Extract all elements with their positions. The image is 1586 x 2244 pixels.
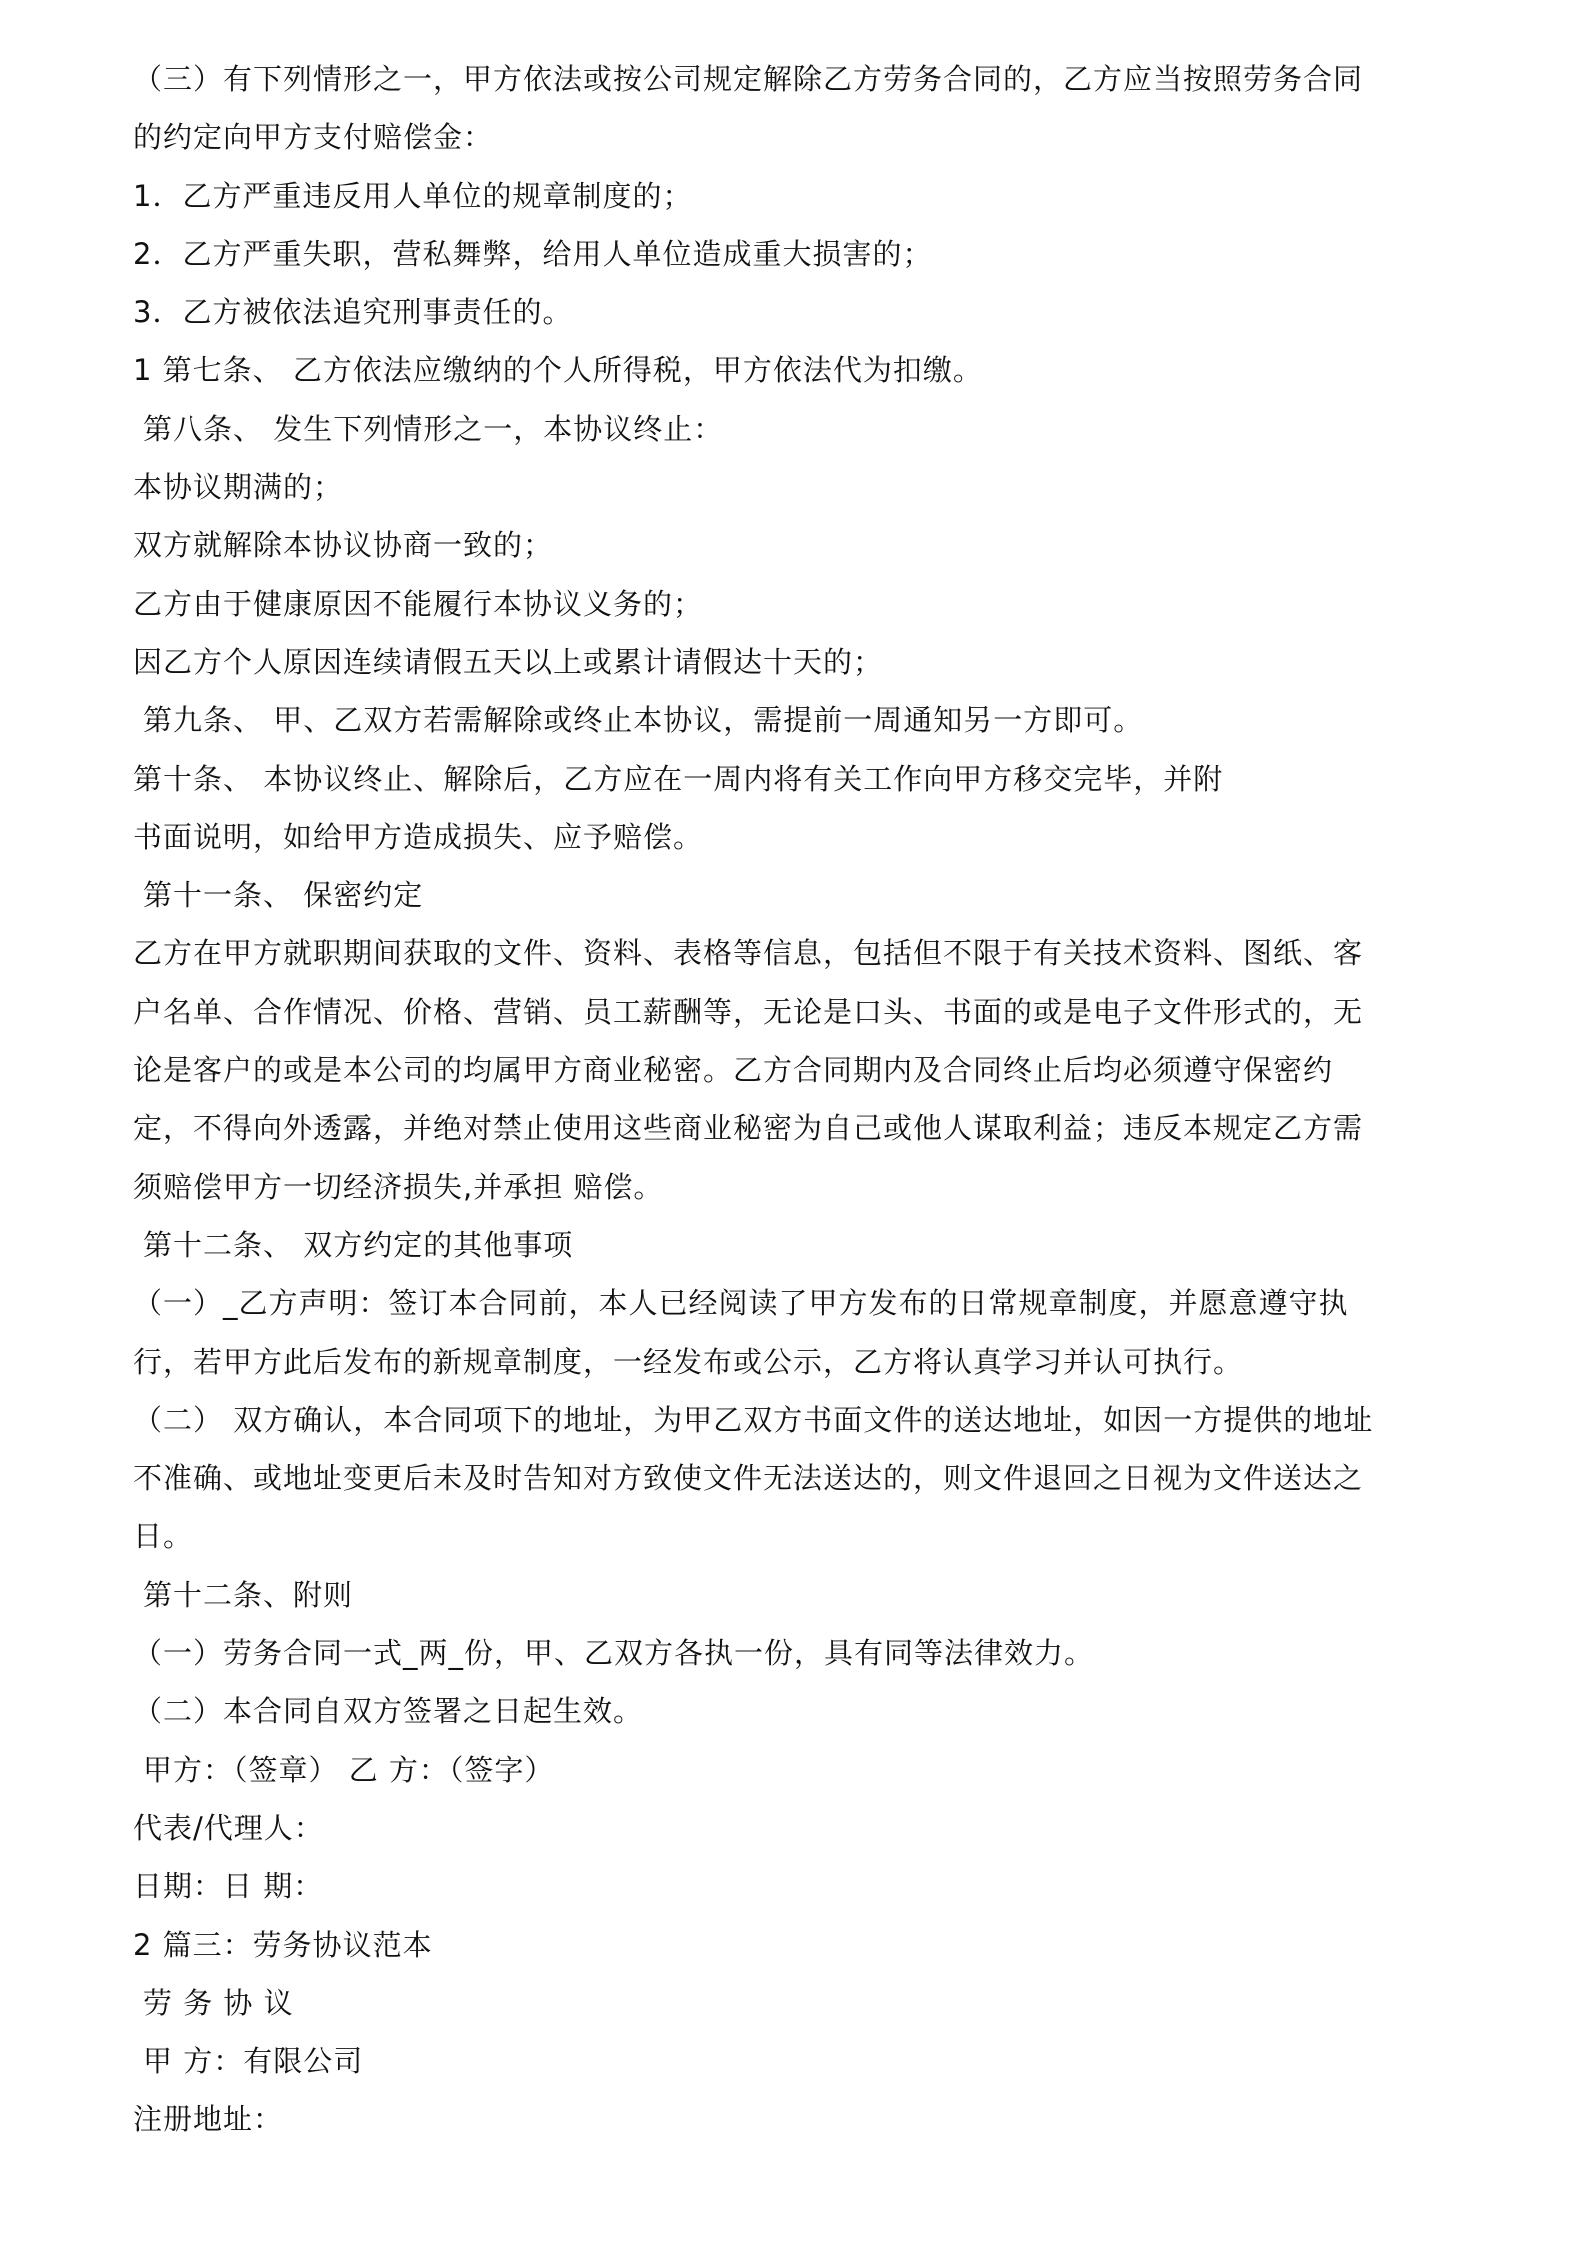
text-line: 日。 <box>133 1519 194 1554</box>
section-heading: 第十一条、 保密约定 <box>143 878 424 913</box>
text-line: （一）_乙方声明：签订本合同前，本人已经阅读了甲方发布的日常规章制度，并愿意遵守执 <box>133 1286 1349 1321</box>
section-heading: 第十条、 本协议终止、解除后，乙方应在一周内将有关工作向甲方移交完毕，并附 <box>133 761 1224 796</box>
text-line: 1 第七条、 乙方依法应缴纳的个人所得税，甲方依法代为扣缴。 <box>133 353 983 388</box>
text-line: （一）劳务合同一式_两_份，甲、乙双方各执一份，具有同等法律效力。 <box>133 1636 1095 1671</box>
text-line: 定，不得向外透露，并绝对禁止使用这些商业秘密为自己或他人谋取利益；违反本规定乙方需 <box>133 1111 1364 1146</box>
text-line: 行，若甲方此后发布的新规章制度，一经发布或公示，乙方将认真学习并认可执行。 <box>133 1344 1244 1379</box>
text-line: 乙方在甲方就职期间获取的文件、资料、表格等信息，包括但不限于有关技术资料、图纸、客 <box>133 936 1364 971</box>
text-line: （二） 双方确认，本合同项下的地址，为甲乙双方书面文件的送达地址，如因一方提供的地址 <box>133 1402 1374 1437</box>
text-line: 户名单、合作情况、价格、营销、员工薪酬等，无论是口头、书面的或是电子文件形式的，无 <box>133 994 1364 1029</box>
address-line: 注册地址： <box>133 2102 284 2137</box>
section-heading: 第十二条、附则 <box>143 1577 354 1612</box>
text-line: （二）本合同自双方签署之日起生效。 <box>133 1694 644 1729</box>
signature-line: 代表/代理人： <box>133 1810 324 1845</box>
text-line: 双方就解除本协议协商一致的； <box>133 528 554 563</box>
text-line: 的约定向甲方支付赔偿金： <box>133 120 494 155</box>
text-line: （三）有下列情形之一，甲方依法或按公司规定解除乙方劳务合同的，乙方应当按照劳务合同 <box>133 62 1364 96</box>
text-line: 3．乙方被依法追究刑事责任的。 <box>133 295 573 330</box>
text-line: 论是客户的或是本公司的均属甲方商业秘密。乙方合同期内及合同终止后均必须遵守保密约 <box>133 1053 1334 1088</box>
section-heading: 第八条、 发生下列情形之一，本协议终止： <box>143 411 724 446</box>
text-line: 须赔偿甲方一切经济损失,并承担 赔偿。 <box>133 1169 664 1204</box>
document-page <box>133 50 1463 2149</box>
text-line: 乙方由于健康原因不能履行本协议义务的； <box>133 586 704 621</box>
section-heading: 2 篇三：劳务协议范本 <box>133 1927 433 1962</box>
text-line: 1．乙方严重违反用人单位的规章制度的； <box>133 178 693 213</box>
text-line: 书面说明，如给甲方造成损失、应予赔偿。 <box>133 819 704 854</box>
section-heading: 第九条、 甲、乙双方若需解除或终止本协议，需提前一周通知另一方即可。 <box>143 703 1144 738</box>
section-heading: 第十二条、 双方约定的其他事项 <box>143 1227 574 1262</box>
date-line: 日期：日 期： <box>133 1869 324 1904</box>
text-line: 不准确、或地址变更后未及时告知对方致使文件无法送达的，则文件退回之日视为文件送达之 <box>133 1461 1364 1496</box>
text-line: 2．乙方严重失职，营私舞弊，给用人单位造成重大损害的； <box>133 236 933 271</box>
text-line: 本协议期满的； <box>133 470 344 505</box>
signature-line: 甲方：（签章） 乙 方：（签字） <box>143 1752 555 1787</box>
document-title: 劳 务 协 议 <box>143 1985 294 2020</box>
text-line: 因乙方个人原因连续请假五天以上或累计请假达十天的； <box>133 644 884 679</box>
party-line: 甲 方：有限公司 <box>143 2044 364 2079</box>
